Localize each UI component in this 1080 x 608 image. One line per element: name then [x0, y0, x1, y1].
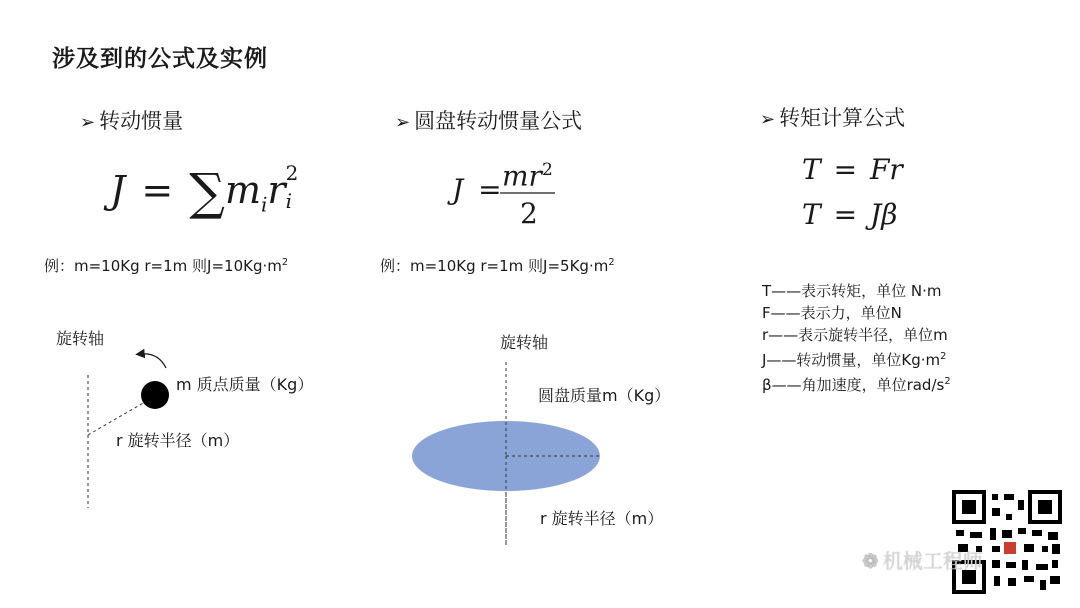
watermark-text: 机械工程师 [882, 549, 983, 573]
formula-symbol-J: J [110, 168, 126, 212]
formula-J-beta: Jβ [869, 198, 898, 231]
formula-equals: = [478, 173, 502, 206]
watermark [862, 545, 983, 574]
formula-exponent: 2 [541, 160, 553, 180]
arrow-bullet-icon: ➢ [80, 112, 96, 133]
point-mass-label: m 质点质量（Kg） [176, 375, 314, 394]
legend-exponent: 2 [940, 351, 947, 362]
formula-equals: = [833, 198, 858, 231]
point-mass-dot [141, 381, 169, 409]
disc-example-exponent: 2 [608, 257, 615, 268]
rotation-direction-arrow-icon [140, 354, 166, 368]
formula-exponent: 2 [285, 161, 299, 185]
legend-text: F——表示力，单位N [762, 304, 902, 322]
inertia-radius-label: r 旋转半径（m） [116, 431, 240, 450]
inertia-axis-label: 旋转轴 [56, 329, 105, 348]
legend-text: r——表示旋转半径，单位m [762, 326, 948, 344]
arrow-bullet-icon: ➢ [395, 112, 411, 133]
inertia-example-exponent: 2 [281, 257, 289, 268]
arrow-bullet-icon: ➢ [760, 109, 776, 130]
page-title: 涉及到的公式及实例 [52, 46, 268, 72]
legend-text: T——表示转矩，单位 N·m [762, 282, 942, 300]
radius-line [88, 398, 152, 435]
disc-example-text: 例：m=10Kg r=1m 则J=5Kg·m [380, 257, 609, 275]
formula-equals: = [141, 168, 174, 212]
legend-text: β——角加速度，单位rad/s [762, 376, 945, 394]
formula-sum-symbol: ∑ [189, 163, 225, 221]
legend-exponent: 2 [944, 376, 951, 387]
legend-text: J——转动惯量，单位Kg·m [762, 351, 941, 369]
formula-symbol-T: T [802, 198, 821, 231]
disc-radius-label: r 旋转半径（m） [540, 509, 664, 528]
disc-heading-text: 圆盘转动惯量公式 [414, 109, 583, 133]
formula-symbol-m: m [224, 168, 262, 212]
formula-symbol-T: T [802, 153, 821, 186]
disc-axis-label: 旋转轴 [500, 333, 549, 352]
inertia-heading-text: 转动惯量 [99, 109, 184, 133]
formula-equals: = [833, 153, 858, 186]
wechat-icon: ❁ [862, 549, 879, 573]
formula-subscript-i: i [261, 192, 268, 217]
formula-subscript-i2: i [285, 189, 292, 213]
torque-heading-text: 转矩计算公式 [779, 106, 906, 130]
disc-formula-denominator: 2 [520, 197, 538, 230]
qr-code-icon [950, 488, 1064, 596]
formula-symbol-r: r [267, 168, 286, 212]
inertia-example-text: 例：m=10Kg r=1m 则J=10Kg·m [44, 257, 282, 275]
formula-Fr: Fr [869, 153, 903, 186]
disc-mass-label: 圆盘质量m（Kg） [538, 386, 671, 405]
formula-symbol-J: J [452, 173, 464, 206]
formula-mr: mr [502, 159, 542, 193]
